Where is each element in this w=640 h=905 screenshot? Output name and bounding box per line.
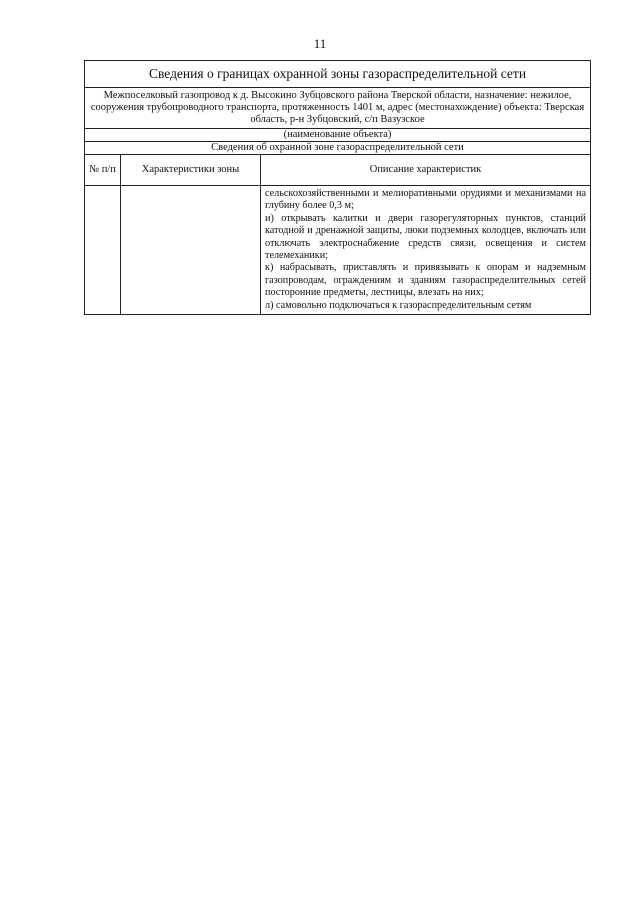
description-paragraph: к) набрасывать, приставлять и привязывать к опорам и надземным газопроводам, ограждениям и зданиям газораспределительных сетей посторонние предметы, лестницы, влезать на них; — [265, 262, 586, 299]
object-caption-row — [85, 129, 591, 142]
object-row — [85, 88, 591, 129]
table-row — [85, 186, 591, 315]
description-paragraph: л) самовольно подключаться к газораспределительным сетям — [265, 299, 532, 311]
title-row — [85, 61, 591, 88]
column-header-row — [85, 155, 591, 186]
description-paragraph: сельскохозяйственными и мелиоративными орудиями и механизмами на глубину более 0,3 м; — [265, 188, 586, 212]
object-description: Межпоселковый газопровод к д. Высокино Зубцовского района Тверской области, назначение: нежилое, сооружения трубопроводного транспорта, протяженность 1401 м, адрес (местонахождение) объекта: Тверская область, р-н Зубцовский, с/п Вазузское — [85, 88, 591, 129]
column-header-description: Описание характеристик — [261, 155, 591, 186]
section-title: Сведения об охранной зоне газораспределительной сети — [85, 142, 591, 155]
row-description-cell — [261, 186, 591, 315]
document-title: Сведения о границах охранной зоны газораспределительной сети — [85, 61, 591, 88]
page-number: 11 — [313, 36, 327, 51]
section-title-row — [85, 142, 591, 155]
column-header-zone-characteristics: Характеристики зоны — [121, 155, 261, 186]
object-caption: (наименование объекта) — [85, 129, 591, 142]
row-zone-characteristics-cell — [121, 186, 261, 315]
row-number-cell — [85, 186, 121, 315]
column-header-number: № п/п — [85, 155, 121, 186]
description-paragraph: и) открывать калитки и двери газорегуляторных пунктов, станций катодной и дренажной защиты, люки подземных колодцев, включать или отключать электроснабжение средств связи, освещения и систем телемеханики; — [265, 212, 586, 262]
protection-zone-table — [84, 60, 591, 315]
